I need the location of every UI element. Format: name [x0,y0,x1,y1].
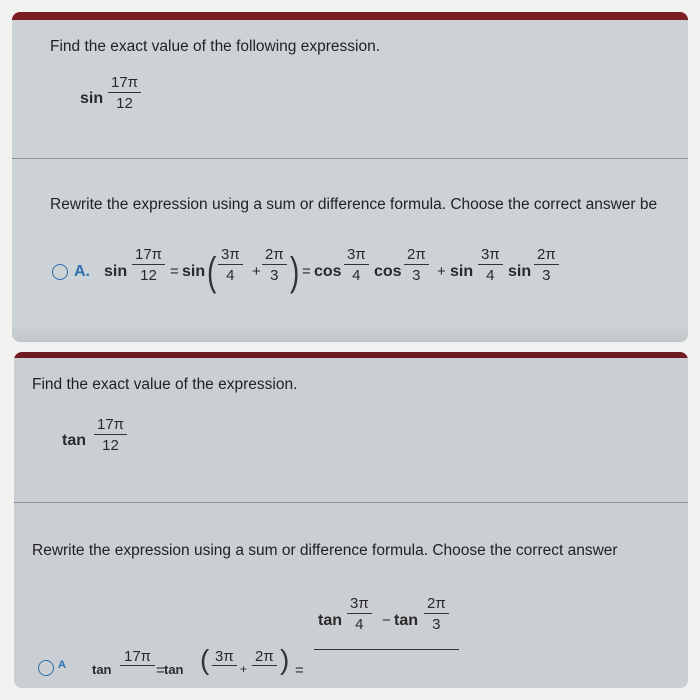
answer-option-a[interactable] [14,582,688,688]
expression-fraction [108,74,141,112]
left-paren: ( [200,644,210,675]
fraction-bar [314,649,459,650]
option-function: cos [374,263,402,280]
fraction-numerator: 17π [120,648,155,666]
term-fraction [478,246,503,284]
fraction-denominator: 3 [412,267,421,284]
fraction-numerator: 2π [534,246,559,265]
left-paren: ( [206,250,217,294]
answer-option-a[interactable] [12,240,688,310]
option-function: sin [182,263,206,280]
equals-sign: = [302,263,311,280]
option-function: tan [394,612,418,629]
option-letter: A. [74,263,90,280]
right-paren: ) [280,644,290,675]
fraction-numerator: 3π [212,648,237,666]
question-card-tan [14,352,688,688]
fraction-denominator: 3 [542,267,551,284]
equals-sign: = [170,263,179,280]
section-divider [12,158,688,159]
term-fraction [344,246,369,284]
radio-button[interactable] [52,264,68,280]
function-name: sin [80,90,104,107]
fraction-denominator: 4 [352,267,361,284]
instruction-text: Rewrite the expression using a sum or difference formula. Choose the correct answer [32,542,618,559]
fraction-numerator: 3π [218,246,243,265]
question-prompt: Find the exact value of the expression. [32,376,298,393]
option-function: tan [92,662,112,677]
question-prompt: Find the exact value of the following expression. [50,38,380,55]
card-header-bar [14,352,688,358]
inner-fraction-a [218,246,243,284]
fraction-denominator: 4 [355,616,364,633]
option-function: sin [104,263,128,280]
plus-sign: + [437,263,446,280]
equals-sign: = [156,662,165,679]
fraction-numerator: 2π [262,246,287,265]
fraction-numerator: 17π [108,74,141,93]
fraction-numerator: 2π [252,648,277,666]
option-function: sin [450,263,474,280]
fraction-denominator: 12 [140,267,157,284]
fraction-numerator: 17π [94,416,127,435]
card-shadow [12,324,688,342]
plus-sign: + [252,263,261,280]
plus-sign: + [240,662,248,676]
card-header-bar [12,12,688,20]
option-function: sin [508,263,532,280]
fraction-numerator: 3π [344,246,369,265]
fraction-numerator: 3π [478,246,503,265]
fraction-numerator: 3π [347,595,372,614]
fraction-denominator: 4 [226,267,235,284]
right-paren: ) [289,250,300,294]
minus-sign: − [382,612,391,629]
option-function: tan [164,662,184,677]
equals-sign: = [295,662,304,679]
question-card-sin [12,12,688,342]
expression-fraction [94,416,127,454]
option-fraction [132,246,165,284]
option-function: tan [318,612,342,629]
term-fraction [534,246,559,284]
section-divider [14,502,688,503]
option-letter: A [58,659,66,671]
term-fraction [424,595,449,633]
inner-fraction-b [262,246,287,284]
term-fraction [404,246,429,284]
instruction-text: Rewrite the expression using a sum or difference formula. Choose the correct answer be [50,196,658,213]
fraction-numerator: 17π [132,246,165,265]
function-name: tan [62,432,86,449]
fraction-denominator: 12 [116,95,133,112]
fraction-denominator: 12 [102,437,119,454]
option-function: cos [314,263,342,280]
fraction-denominator: 4 [486,267,495,284]
fraction-denominator: 3 [270,267,279,284]
fraction-denominator: 3 [432,616,441,633]
fraction-numerator: 2π [404,246,429,265]
term-fraction [347,595,372,633]
radio-button[interactable] [38,660,54,676]
fraction-numerator: 2π [424,595,449,614]
